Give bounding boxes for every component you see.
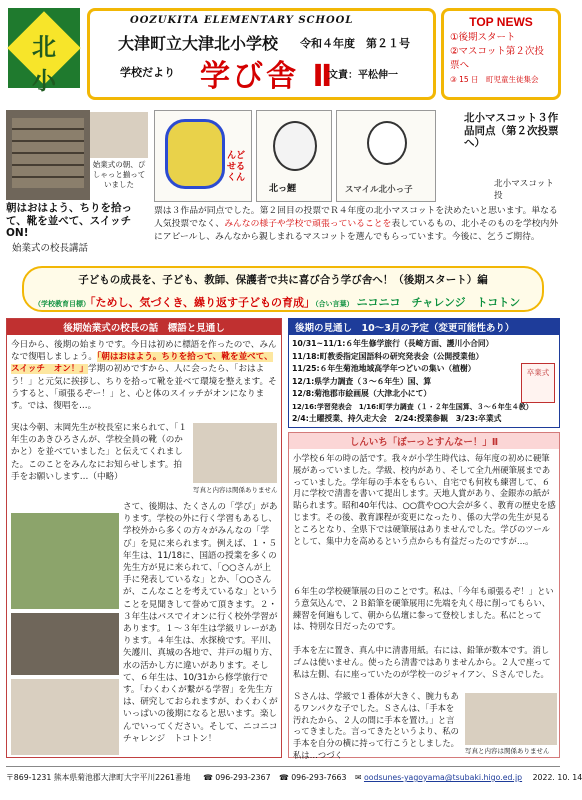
phone-icon: ☎ (203, 773, 213, 782)
outlook-title: 後期の見通し 10～3月の予定（変更可能性あり） (289, 319, 559, 335)
mail-icon: ✉ (354, 773, 362, 782)
footer-email[interactable]: oodsunes-yagoyama@tsubaki.higo.ed.jp (363, 773, 523, 782)
mascot-drawing-3-text: スマイル北小っ子 (345, 185, 413, 195)
logo-char-1: 北 (32, 33, 56, 61)
principal-motto: 「朝はおはよう。ちりを拾って、靴を並べて、スイッチ オン！」 (11, 352, 273, 375)
nagasaki-statue-photo (11, 679, 119, 755)
mascot-sub: 北小マスコット投 (494, 179, 554, 201)
top-news-item: ①後期スタート (450, 32, 516, 43)
footer-fax: 096-293-7663 (291, 773, 347, 782)
top-news-title: TOP NEWS (469, 15, 533, 29)
editor: 文責：平松伸一 (328, 70, 398, 81)
principal-p4: さて、後期は、たくさんの「学び」があります。学校の外に行く学習もあるし、学校外から多くの方々がみんなの「学び」を見に来られます。例えば、１・５年生は、11/18に、国語の授業を多くの先生方が見に来られて、「○○さんが上手に発表しているな」とか、「○○さんが、こんなことを考えているな」ということを見聞きして誉めて頂きます。２・３年生はバスでイオンに行く校外学習があります。１～３年生は学級リレーがあります。４年生は、水探検です。平川、矢護川、真城の各地で、井戸の堀り方、水の活かし方に違いがあります。そして、６年生は、10/31から修学旅行です。「わくわくが繋がる学習」を先生方は、研究しておられますが、わくわくがいっぱいの後期になると思います。楽しんでいってください。そして、ニコニコ チャレンジ トコトン！ (123, 502, 287, 744)
column-title: しんいち「ぼーっとすんなー！」Ⅱ (289, 433, 559, 449)
header-box (87, 8, 436, 100)
calligraphy-photo (465, 693, 557, 745)
slogan-label: （合い言葉） (315, 300, 354, 308)
school-goal: 「ためし、気づくき、繰り返す子どもの育成」 (90, 296, 316, 309)
column-p1: 小学校６年の時の話です。我々が小学生時代は、毎年度の初めに硬筆展があっていました。学級、校内があり、そして全九州硬筆展まであっていました。学年毎の手本をもらい、自宅でも何枚も練習して、６月に学校で清書を書いて提出します。天地人賞があり、金銀赤の紙が貼られます。昭和40年代は、○○賞や○○大会が多く、教育の歴史を感じます。その後、教育課程が変更になったり、係の大学の先生が見るところとなり、全県下では硬筆展はありませんでした。学びのツールとして、集中力を高めるという点からも有益だったのですが…。 (293, 453, 556, 546)
goal-label: （学校教育目標） (34, 300, 90, 308)
mascot-drawing-2-text: 北っ鯉 (269, 184, 297, 194)
kids-illustration (11, 513, 119, 609)
column-p2: ６年生の学校硬筆展の日のことです。私は、「今年も頑張るぞ！」という意気込んで、２Ｂ鉛筆を硬筆展用に先端を丸く母に削ってもらい、練習を何遍もして、朝から仏壇に参って登校しました。私にとっては、特別な日だったのです。 (293, 586, 554, 632)
school-logo (8, 8, 80, 95)
fax-icon: ☎ (279, 773, 289, 782)
principal-photo-caption: 写真と内容は関係ありません (193, 486, 278, 494)
outlook-item: 12/8:菊池郡市絵画展（大津北小にて） (292, 389, 432, 398)
mascot-title: 北小マスコット３作品同点（第２次投票へ） (464, 112, 559, 149)
newsletter-title: 学び舎 Ⅱ (200, 59, 336, 94)
principal-title: 後期始業式の校長の話 標語と見通し (7, 319, 281, 335)
column-p3: 手本を左に置き、真ん中に清書用紙。右には、鉛筆が数本です。消しゴムは使いません。使ったら清書ではありませんから。２人で座って私は左側、右に座っていたのが学校一のジャイアン、Ｓさんでした。 (293, 645, 551, 679)
principal-p3: 実は今朝、末岡先生が校長室に来られて、「１年生のあきひろさんが、学校全員の靴（のかかと）を並べていました」と伝えてくれました。このことをみんなにお知らせします。拍手をお願いします…（中略） (11, 423, 187, 482)
column-section (288, 432, 560, 758)
mascot-drawing-1 (154, 110, 252, 202)
principal-section (6, 318, 287, 758)
top-news-item: ③ 15 日 町児童生徒集会 (450, 75, 539, 84)
switch-on-slogan: 朝はおはよう、ちりを拾って、靴を並べて、スイッチ ON! (6, 202, 142, 239)
school-name-jp: 大津町立大津北小学校 (118, 34, 279, 53)
principal-photo (193, 423, 277, 483)
column-photo-caption: 写真と内容は関係ありません (465, 747, 550, 755)
outlook-item: 12/1:県学力調査（３～６年生）国、算 (292, 376, 432, 386)
banner-line1: 子どもの成長を、子ども、教師、保護者で共に喜び合う学び舎へ！（後期スタート）編 (78, 274, 488, 286)
column-p4: Ｓさんは、学級で１番体が大きく、腕力もあるワンパクな子でした。Ｓさんは、「手本を汚れたから、２人の間に手本を置け。」と言ってきました。言ってきたというより、私の手本を自分の横に持って行こうとしました。私は…つづく (293, 691, 459, 760)
mascot-drawing-1-text: んどせるくん (227, 151, 246, 183)
outlook-section (288, 318, 560, 428)
top-news-box (441, 8, 561, 100)
footer-address: 〒869-1231 熊本県菊池郡大津町大字平川2261番地 (6, 773, 191, 782)
outlook-item: 11/18:町教委指定国語科の研究発表会（公開授業他） (292, 351, 484, 361)
ceremony-caption: 始業式の校長講話 (12, 243, 89, 254)
outlook-item: 2/4:土曜授業、持久走大会 2/24:授業参観 3/23:卒業式 (292, 414, 502, 423)
newsletter-label: 学校だより (120, 66, 175, 79)
outlook-item: 10/31~11/1:６年生修学旅行（長崎方面、護川小合同） (292, 339, 494, 348)
outlook-item: 11/25:６年生菊池地域高学年つどいの集い（植樹） (292, 364, 476, 373)
school-name-en: OOZUKITA ELEMENTARY SCHOOL (130, 15, 354, 26)
classroom-photo (90, 112, 148, 158)
education-goal-banner (22, 266, 544, 312)
principal-p1: 今日から、後期の始まりです。今日は初めに標語を作ったので、みんなで復唱しましょう。 (11, 340, 277, 363)
slogan: ニコニコ チャレンジ トコトン (356, 296, 521, 309)
footer (6, 766, 582, 786)
mascot-body: 票は３作品が同点でした。第２回目の投票でＲ４年度の北小マスコットを決めたいと思います。単なる人気投票でなく、みんなの様子や学校で頑張っていることを表しているもの、北小そのものを学校内外にアピールし、みんなから親しまれるマスコットを選んでもらっています。今後に、乞うご期待。 (154, 206, 559, 242)
outlook-item: 12/16:学習発表会 1/16:町学力調査（１・２年生国算、３～６年生４教） (292, 402, 533, 411)
river-field-photo (11, 613, 119, 675)
top-news-item: ②マスコット第２次投票へ (450, 46, 544, 71)
principal-p2: 学期の初めですから、人に会ったら、「おはよう！」と元気に挨拶し、ちりを拾って靴を並べて環境を整えます。そうすると、「頑張るぞー！」と、心と体のスイッチがオンになります。では、復唱を…。 (11, 364, 277, 412)
shoe-rack-caption: 始業式の朝、ぴしゃっと揃っていました (92, 160, 146, 189)
graduation-badge: 卒業式 (521, 363, 555, 403)
mascot-drawing-3 (336, 110, 436, 202)
issue-number: 令和４年度 第２１号 (300, 37, 410, 50)
logo-char-2: 小 (32, 67, 56, 95)
mascot-drawing-2 (256, 110, 332, 202)
shoe-rack-photo (6, 110, 90, 200)
footer-date: 2022. 10. 14 (532, 773, 582, 782)
footer-tel: 096-293-2367 (215, 773, 271, 782)
